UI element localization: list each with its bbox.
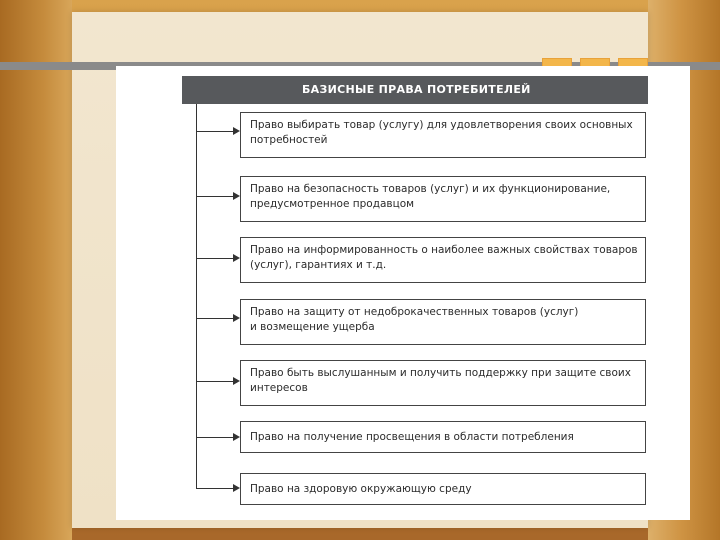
arrowhead-icon: [233, 127, 240, 135]
right-box: [240, 299, 646, 345]
right-box: [240, 237, 646, 283]
right-box-line: Право на защиту от недоброкачественных товаров (услуг): [250, 306, 579, 318]
background-left-panel: [0, 0, 72, 540]
right-box-line: (услуг), гарантиях и т.д.: [250, 259, 387, 271]
arrow-connector: [196, 484, 240, 493]
right-box-line: Право выбирать товар (услугу) для удовлетворения своих основных: [250, 119, 633, 131]
arrowhead-icon: [233, 314, 240, 322]
diagram-title: [182, 76, 648, 104]
right-box-line: Право на получение просвещения в области потребления: [250, 431, 574, 443]
right-box: [240, 421, 646, 453]
arrow-connector: [196, 433, 240, 442]
arrow-connector: [196, 314, 240, 323]
right-box-line: потребностей: [250, 134, 328, 146]
right-box-line: интересов: [250, 382, 308, 394]
right-box-line: предусмотренное продавцом: [250, 198, 415, 210]
arrowhead-icon: [233, 192, 240, 200]
arrowhead-icon: [233, 433, 240, 441]
right-box: [240, 360, 646, 406]
diagram-title-text: БАЗИСНЫЕ ПРАВА ПОТРЕБИТЕЛЕЙ: [302, 83, 531, 96]
right-box-line: Право быть выслушанным и получить поддержку при защите своих: [250, 367, 631, 379]
right-box-line: Право на информированность о наиболее важных свойствах товаров: [250, 244, 638, 256]
right-box-line: Право на безопасность товаров (услуг) и их функционирование,: [250, 183, 611, 195]
right-box: [240, 112, 646, 158]
right-box: [240, 176, 646, 222]
arrow-connector: [196, 127, 240, 136]
arrowhead-icon: [233, 254, 240, 262]
arrow-connector: [196, 377, 240, 386]
right-box: [240, 473, 646, 505]
arrowhead-icon: [233, 484, 240, 492]
arrowhead-icon: [233, 377, 240, 385]
arrow-connector: [196, 192, 240, 201]
arrow-connector: [196, 254, 240, 263]
right-box-line: Право на здоровую окружающую среду: [250, 483, 472, 495]
diagram-trunk-line: [196, 104, 197, 488]
right-box-line: и возмещение ущерба: [250, 321, 375, 333]
